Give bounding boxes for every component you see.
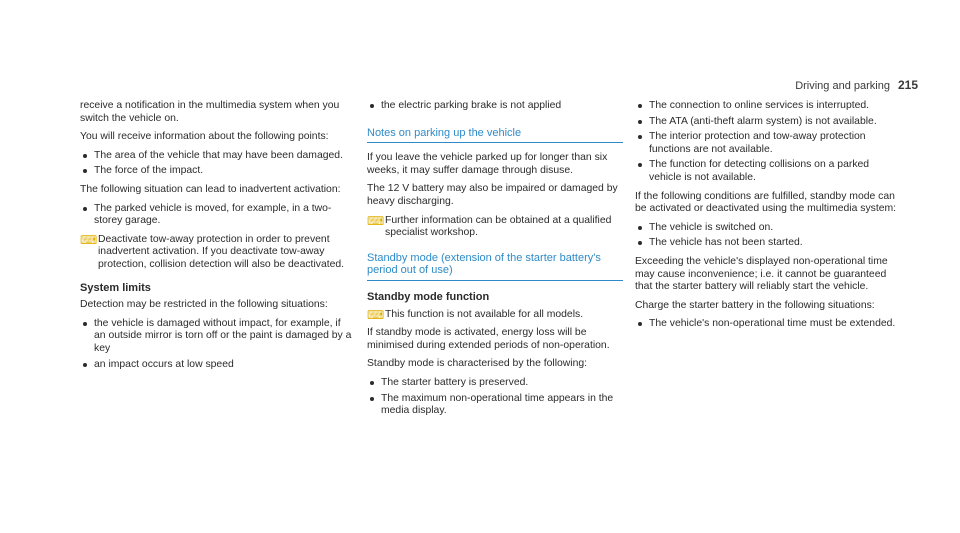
paragraph: You will receive information about the following points: <box>80 131 329 143</box>
paragraph: Charge the starter battery in the following situations: <box>635 299 875 311</box>
list-item: The maximum non-operational time appears in the media display. <box>367 393 623 418</box>
section-title: Driving and parking <box>795 80 890 92</box>
list-item: The parked vehicle is moved, for example, in a two-storey garage. <box>80 203 352 228</box>
column-3 <box>635 100 903 337</box>
paragraph: If standby mode is activated, energy loss will be minimised during extended periods of non-operation. <box>367 327 610 351</box>
info-note-icon: ⌨ <box>367 307 385 322</box>
list-item: the vehicle is damaged without impact, for example, if an outside mirror is torn off or the paint is damaged by a key <box>80 318 352 356</box>
note <box>367 309 623 322</box>
info-note-icon: ⌨ <box>80 232 98 247</box>
section-heading-standby-mode: Standby mode (extension of the starter battery's period out of use) <box>367 252 623 281</box>
paragraph: Exceeding the vehicle's displayed non-operational time may cause inconvenience; i.e. it cannot be guaranteed that the starter battery will reliably start the vehicle. <box>635 255 888 293</box>
list-item: The connection to online services is interrupted. <box>635 100 903 113</box>
bullet-list <box>635 100 903 185</box>
paragraph: Standby mode is characterised by the following: <box>367 358 588 370</box>
bullet-list <box>80 203 352 228</box>
bullet-list <box>80 150 352 178</box>
page-number: 215 <box>897 78 918 92</box>
list-item: The area of the vehicle that may have been damaged. <box>80 150 352 163</box>
paragraph: If you leave the vehicle parked up for longer than six weeks, it may suffer damage through disuse. <box>367 152 608 176</box>
list-item: The vehicle has not been started. <box>635 237 903 250</box>
bullet-list <box>367 377 623 418</box>
column-1 <box>80 100 352 377</box>
section-heading-parking-up: Notes on parking up the vehicle <box>367 127 623 144</box>
subheading-standby-function: Standby mode function <box>367 290 490 303</box>
list-item: The force of the impact. <box>80 165 352 178</box>
bullet-list <box>635 318 903 331</box>
list-item: The ATA (anti-theft alarm system) is not available. <box>635 116 903 129</box>
list-item: The starter battery is preserved. <box>367 377 623 390</box>
list-item: The vehicle is switched on. <box>635 222 903 235</box>
page-header <box>795 78 918 92</box>
list-item: The function for detecting collisions on a parked vehicle is not available. <box>635 159 903 184</box>
note <box>367 215 623 240</box>
paragraph: The 12 V battery may also be impaired or damaged by heavy discharging. <box>367 183 618 207</box>
paragraph: If the following conditions are fulfilled, standby mode can be activated or deactivated using the multimedia system: <box>635 190 897 215</box>
column-2 <box>367 100 623 424</box>
bullet-list <box>80 318 352 371</box>
list-item: an impact occurs at low speed <box>80 359 352 372</box>
paragraph: Detection may be restricted in the following situations: <box>80 299 328 311</box>
note-text: Further information can be obtained at a qualified specialist workshop. <box>385 214 612 239</box>
bullet-list <box>635 222 903 250</box>
bullet-list <box>367 100 623 113</box>
subheading-system-limits: System limits <box>80 281 151 294</box>
list-item: The interior protection and tow-away protection functions are not available. <box>635 131 903 156</box>
info-note-icon: ⌨ <box>367 213 385 228</box>
note-text: This function is not available for all models. <box>385 308 584 320</box>
list-item: the electric parking brake is not applied <box>367 100 623 113</box>
note <box>80 234 352 272</box>
list-item: The vehicle's non-operational time must be extended. <box>635 318 903 331</box>
paragraph: The following situation can lead to inadvertent activation: <box>80 183 341 195</box>
paragraph: receive a notification in the multimedia system when you switch the vehicle on. <box>80 100 340 124</box>
note-text: Deactivate tow-away protection in order to prevent inadvertent activation. If you deactivate tow-away protection, collision detection will also be deactivated. <box>98 233 345 270</box>
